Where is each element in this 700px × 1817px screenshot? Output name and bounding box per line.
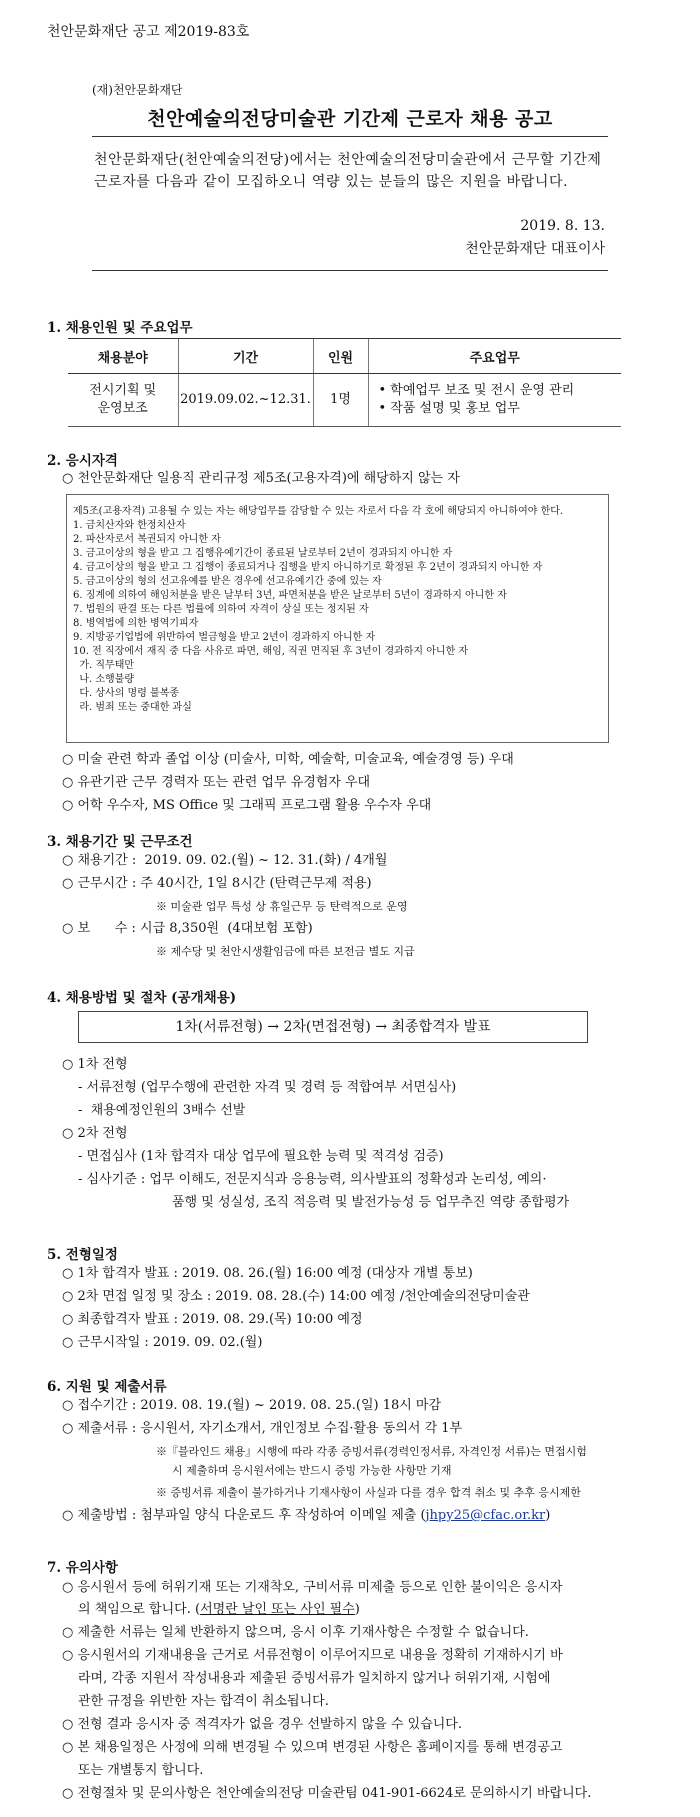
box-line: 4. 금고이상의 형을 받고 그 집행이 종료되거나 집행을 받지 아니하기로 확정된 후 2년이 경과되지 아니한 자 — [73, 562, 543, 573]
intro-rule — [92, 270, 608, 271]
preference-bullet: ○ 유관기관 근무 경력자 또는 관련 업무 유경험자 우대 — [62, 775, 371, 790]
caution-item: ○ 전형절차 및 문의사항은 천안예술의전당 미술관팀 041-901-6624로 문의하시기 바랍니다. — [62, 1786, 592, 1801]
section-7-title: 7. 유의사항 — [47, 1560, 118, 1576]
intro-paragraph: 천안문화재단(천안예술의전당)에서는 천안예술의전당미술관에서 근무할 기간제 근로자를 다음과 같이 모집하오니 역량 있는 분들의 많은 지원을 바랍니다. — [94, 152, 602, 190]
box-line: 3. 금고이상의 형을 받고 그 집행유예기간이 종료된 날로부터 2년이 경과되지 아니한 자 — [73, 548, 453, 559]
employment-period: ○ 채용기간 : 2019. 09. 02.(월) ~ 12. 31.(화) / 4개월 — [62, 853, 388, 868]
schedule-item: ○ 1차 합격자 발표 : 2019. 08. 26.(월) 16:00 예정 (대상자 개별 통보) — [62, 1266, 473, 1281]
schedule-item: ○ 근무시작일 : 2019. 09. 02.(월) — [62, 1335, 263, 1350]
stage-1-detail: - 서류전형 (업무수행에 관련한 자격 및 경력 등 적합여부 서면심사) — [78, 1080, 457, 1095]
section-3-title: 3. 채용기간 및 근무조건 — [47, 834, 193, 850]
working-hours: ○ 근무시간 : 주 40시간, 1일 8시간 (탄력근무제 적용) — [62, 876, 372, 891]
qualification-bullet: ○ 천안문화재단 일용직 관리규정 제5조(고용자격)에 해당하지 않는 자 — [62, 471, 460, 486]
submission-method-end: ) — [545, 1508, 551, 1523]
application-period: ○ 접수기간 : 2019. 08. 19.(월) ~ 2019. 08. 25.(일) 18시 마감 — [62, 1398, 442, 1413]
stage-2-criteria-cont: 품행 및 성실성, 조직 적응력 및 발전가능성 등 업무추진 역량 종합평가 — [172, 1195, 570, 1210]
evidence-note: ※ 증빙서류 제출이 불가하거나 기재사항이 사실과 다를 경우 합격 취소 및 추후 응시제한 — [156, 1486, 581, 1499]
organization-label: (재)천안문화재단 — [92, 83, 183, 97]
box-line: 8. 병역법에 의한 병역기피자 — [73, 618, 199, 629]
field-line-1: 전시기획 및 — [89, 383, 157, 398]
header-duty: 주요업무 — [368, 339, 621, 374]
section-5-title: 5. 전형일정 — [47, 1247, 118, 1263]
required-documents: ○ 제출서류 : 응시원서, 자기소개서, 개인정보 수집·활용 동의서 각 1부 — [62, 1421, 463, 1436]
wage-note: ※ 제수당 및 천안시생활임금에 따른 보전금 별도 지급 — [156, 945, 415, 958]
caution-item: ○ 본 채용일정은 사정에 의해 변경될 수 있으며 변경된 사항은 홈페이지를 통해 변경공고 — [62, 1740, 563, 1755]
box-line: 7. 법원의 판결 또는 다른 법률에 의하여 자격이 상실 또는 정지된 자 — [73, 604, 369, 615]
cell-count: 1명 — [313, 374, 368, 427]
working-hours-note: ※ 미술관 업무 특성 상 휴일근무 등 탄력적으로 운영 — [156, 900, 408, 913]
duty-line-1: • 학예업무 보조 및 전시 운영 관리 — [378, 383, 575, 398]
process-box: 1차(서류전형) → 2차(면접전형) → 최종합격자 발표 — [78, 1011, 588, 1043]
cell-period: 2019.09.02.~12.31. — [178, 374, 313, 427]
box-line: 2. 파산자로서 복권되지 아니한 자 — [73, 534, 221, 545]
box-line: 1. 금치산자와 한정치산자 — [73, 520, 186, 531]
box-line: 가. 직무태만 — [73, 660, 135, 671]
cell-duty — [368, 374, 621, 427]
box-line: 10. 전 직장에서 재직 중 다음 사유로 파면, 해임, 직권 면직된 후 3년이 경과하지 아니한 자 — [73, 646, 469, 657]
caution-item-cont: 또는 개별통지 합니다. — [78, 1763, 204, 1778]
box-line: 5. 금고이상의 형의 선고유예를 받은 경우에 선고유예기간 중에 있는 자 — [73, 576, 382, 587]
field-line-2: 운영보조 — [97, 401, 148, 416]
stage-2-detail: - 면접심사 (1차 합격자 대상 업무에 필요한 능력 및 적격성 검증) — [78, 1149, 444, 1164]
submission-method-text: ○ 제출방법 : 첨부파일 양식 다운로드 후 작성하여 이메일 제출 ( — [62, 1508, 426, 1523]
wage: ○ 보 수 : 시급 8,350원 (4대보험 포함) — [62, 921, 313, 936]
duty-line-2: • 작품 설명 및 홍보 업무 — [378, 401, 520, 416]
job-table-header — [68, 339, 621, 374]
table-row — [68, 374, 621, 427]
box-line: 나. 소행불량 — [73, 674, 135, 685]
caution-item-cont: 라며, 각종 지원서 작성내용과 제출된 증빙서류가 일치하지 않거나 허위기재, 시험에 — [78, 1671, 551, 1686]
section-2-title: 2. 응시자격 — [47, 453, 118, 469]
box-line: 제5조(고용자격) 고용될 수 있는 자는 해당업무를 감당할 수 있는 자로서 다음 각 호에 해당되지 아니하여야 한다. — [73, 506, 564, 517]
caution-item: ○ 응시원서의 기재내용을 근거로 서류전형이 이루어지므로 내용을 정확히 기재하시기 바 — [62, 1648, 563, 1663]
stage-2-label: ○ 2차 전형 — [62, 1126, 128, 1141]
submission-method — [62, 1508, 550, 1524]
stage-2-criteria: - 심사기준 : 업무 이해도, 전문지식과 응용능력, 의사발표의 정확성과 논리성, 예의· — [78, 1172, 547, 1187]
stage-1-detail: - 채용예정인원의 3배수 선발 — [78, 1103, 246, 1118]
job-table — [68, 338, 621, 427]
box-line: 다. 상사의 명령 불복종 — [73, 688, 180, 699]
schedule-item: ○ 2차 면접 일정 및 장소 : 2019. 08. 28.(수) 14:00 예정 /천안예술의전당미술관 — [62, 1289, 530, 1304]
preference-bullet: ○ 미술 관련 학과 졸업 이상 (미술사, 미학, 예술학, 미술교육, 예술경영 등) 우대 — [62, 752, 514, 767]
section-6-title: 6. 지원 및 제출서류 — [47, 1379, 167, 1395]
blind-hiring-note: ※『블라인드 채용』시행에 따라 각종 증빙서류(경력인정서류, 자격인정 서류)는 면접시험 — [156, 1445, 587, 1458]
regulation-box — [66, 494, 609, 743]
cell-field — [68, 374, 178, 427]
box-line: 9. 지방공기업법에 위반하여 벌금형을 받고 2년이 경과하지 아니한 자 — [73, 632, 376, 643]
schedule-item: ○ 최종합격자 발표 : 2019. 08. 29.(목) 10:00 예정 — [62, 1312, 363, 1327]
caution-item: ○ 응시원서 등에 허위기재 또는 기재착오, 구비서류 미제출 등으로 인한 불이익은 응시자 — [62, 1580, 563, 1595]
stage-1-label: ○ 1차 전형 — [62, 1057, 128, 1072]
header-field: 채용분야 — [68, 339, 178, 374]
box-line: 6. 징계에 의하여 해임처분을 받은 날부터 3년, 파면처분을 받은 날로부터 5년이 경과하지 아니한 자 — [73, 590, 507, 601]
caution-item-cont: 관한 규정을 위반한 자는 합격이 취소됩니다. — [78, 1694, 329, 1709]
signer: 천안문화재단 대표이사 — [465, 241, 605, 257]
preference-bullet: ○ 어학 우수자, MS Office 및 그래픽 프로그램 활용 우수자 우대 — [62, 798, 432, 813]
caution-item: ○ 제출한 서류는 일체 반환하지 않으며, 응시 이후 기재사항은 수정할 수 없습니다. — [62, 1625, 529, 1640]
title-rule — [92, 136, 608, 137]
email-link[interactable]: jhpy25@cfac.or.kr — [425, 1508, 546, 1523]
section-4-title: 4. 채용방법 및 절차 (공개채용) — [47, 990, 237, 1006]
signature-required: 서명란 날인 또는 사인 필수 — [200, 1602, 355, 1617]
caution-item: ○ 전형 결과 응시자 중 적격자가 없을 경우 선발하지 않을 수 있습니다. — [62, 1717, 462, 1732]
caution-item-cont — [78, 1602, 360, 1618]
header-period: 기간 — [178, 339, 313, 374]
page-title: 천안예술의전당미술관 기간제 근로자 채용 공고 — [147, 108, 553, 130]
notice-number: 천안문화재단 공고 제2019-83호 — [47, 24, 250, 40]
caution-text: 의 책임으로 합니다. ( — [78, 1602, 201, 1617]
box-line: 라. 범죄 또는 중대한 과실 — [73, 702, 192, 713]
notice-date: 2019. 8. 13. — [520, 218, 605, 234]
blind-hiring-note-cont: 시 제출하며 응시원서에는 반드시 증빙 가능한 사항만 기재 — [172, 1464, 452, 1477]
header-count: 인원 — [313, 339, 368, 374]
caution-text-end: ) — [354, 1602, 360, 1617]
section-1-title: 1. 채용인원 및 주요업무 — [47, 320, 193, 336]
